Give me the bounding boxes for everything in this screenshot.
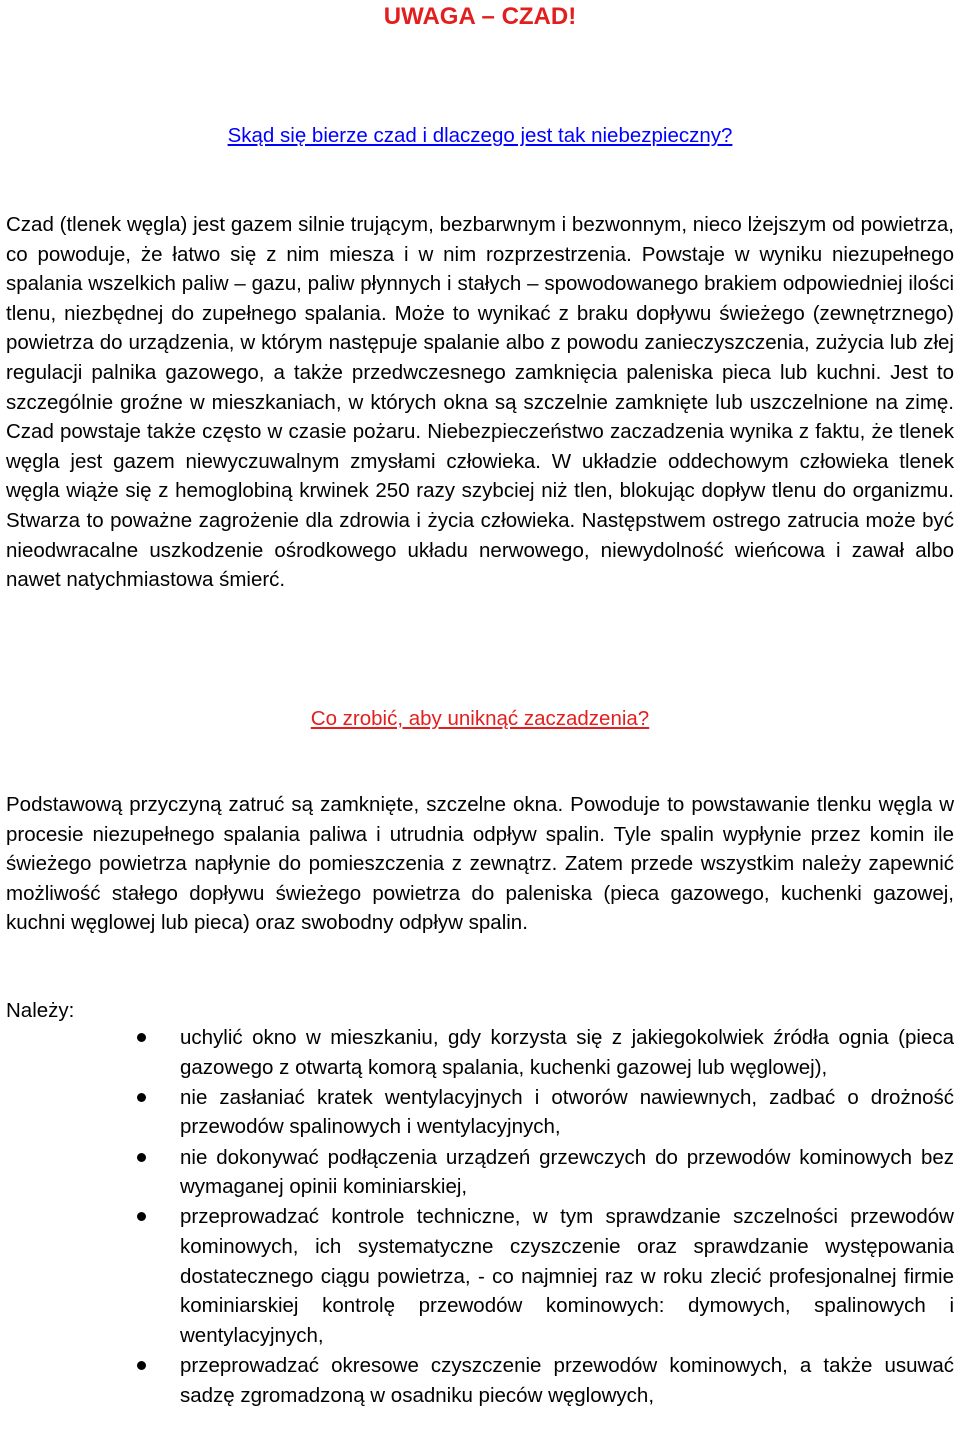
list-item-text: nie dokonywać podłączenia urządzeń grzewczych do przewodów kominowych bez wymaganej opinii kominiarskiej, <box>180 1145 954 1199</box>
list-item-text: przeprowadzać okresowe czyszczenie przewodów kominowych, a także usuwać sadzę zgromadzoną w osadniku pieców węglowych, <box>180 1353 954 1407</box>
recommendation-list <box>0 1023 960 1411</box>
paragraph-about-co: Czad (tlenek węgla) jest gazem silnie trującym, bezbarwnym i bezwonnym, nieco lżejszym od powietrza, co powoduje, że łatwo się z nim miesza i w nim rozprzestrzenia. Powstaje w wyniku niezupełnego spalania wszelkich paliw – gazu, paliw płynnych i stałych – spowodowanego brakiem odpowiedniej ilości tlenu, niezbędnej do zupełnego spalania. Może to wynikać z braku dopływu świeżego (zewnętrznego) powietrza do urządzenia, w którym następuje spalanie albo z powodu zanieczyszczenia, zużycia lub złej regulacji palnika gazowego, a także przedwczesnego zamknięcia paleniska pieca lub kuchni. Jest to szczególnie groźne w mieszkaniach, w których okna są szczelnie zamknięte lub uszczelnione na zimę. Czad powstaje także często w czasie pożaru. Niebezpieczeństwo zaczadzenia wynika z faktu, że tlenek węgla jest gazem niewyczuwalnym zmysłami człowieka. W układzie oddechowym człowieka tlenek węgla wiąże się z hemoglobiną krwinek 250 razy szybciej niż tlen, blokując dopływ tlenu do organizmu. Stwarza to poważne zagrożenie dla zdrowia i życia człowieka. Następstwem ostrego zatrucia może być nieodwracalne uszkodzenie ośrodkowego układu nerwowego, niewydolność wieńcowa i zawał albo nawet natychmiastowa śmierć. <box>6 213 954 592</box>
bullet-icon <box>137 1033 146 1042</box>
bullet-icon <box>137 1093 146 1102</box>
list-item <box>0 1143 960 1202</box>
paragraph-causes: Podstawową przyczyną zatruć są zamknięte, szczelne okna. Powoduje to powstawanie tlenku węgla w procesie niezupełnego spalania paliwa i utrudnia odpływ spalin. Tyle spalin wypłynie przez komin ile świeżego powietrza napłynie do pomieszczenia z zewnątrz. Zatem przede wszystkim należy zapewnić możliwość stałego dopływu świeżego powietrza do paleniska (pieca gazowego, kuchenki gazowej, kuchni węglowej lub pieca) oraz swobodny odpływ spalin. <box>6 793 954 935</box>
section-heading-prevention[interactable]: Co zrobić, aby uniknąć zaczadzenia? <box>310 707 650 730</box>
list-item-text: przeprowadzać kontrole techniczne, w tym sprawdzanie szczelności przewodów kominowych, ich systematyczne czyszczenie oraz sprawdzanie występowania dostatecznego ciągu powietrza, - co najmniej raz w roku zlecić profesjonalnej firmie kominiarskiej kontrolę przewodów kominowych: dymowych, spalinowych i wentylacyjnych, <box>180 1205 954 1347</box>
bullet-icon <box>137 1212 146 1221</box>
list-item <box>0 1351 960 1410</box>
section-heading-origin[interactable]: Skąd się bierze czad i dlaczego jest tak niebezpieczny? <box>227 124 733 147</box>
list-item <box>0 1083 960 1142</box>
list-item-text: nie zasłaniać kratek wentylacyjnych i otworów nawiewnych, zadbać o drożność przewodów spalinowych i wentylacyjnych, <box>180 1085 954 1139</box>
bullet-icon <box>137 1153 146 1162</box>
bullet-icon <box>137 1361 146 1370</box>
list-item <box>0 1202 960 1350</box>
page-title: UWAGA – CZAD! <box>383 3 577 30</box>
list-item <box>0 1023 960 1082</box>
list-item-text: uchylić okno w mieszkaniu, gdy korzysta się z jakiegokolwiek źródła ognia (pieca gazowego z otwartą komorą spalania, kuchenki gazowej lub węglowej), <box>180 1026 954 1079</box>
list-label: Należy: <box>6 999 75 1022</box>
